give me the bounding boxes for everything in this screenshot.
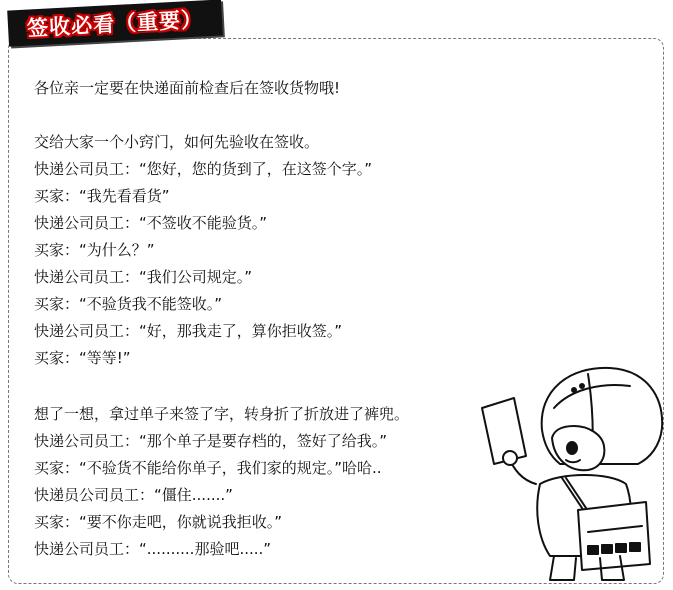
text-line: 快递公司员工：“您好，您的货到了，在这签个字。”	[34, 160, 373, 178]
text-line: 买家：“为什么？”	[34, 241, 155, 259]
text-line: 快递公司员工：“那个单子是要存档的，签好了给我。”	[34, 432, 388, 450]
banner-title: 签收必看（重要）	[26, 7, 204, 41]
text-line: 快递公司员工：“好，那我走了，算你拒收签。”	[34, 322, 343, 340]
text-line: 买家：“不验货不能给你单子，我们家的规定。”哈哈..	[34, 459, 382, 477]
text-line: 快递员公司员工：“僵住.......”	[34, 486, 233, 504]
courier-cartoon-icon	[470, 360, 670, 585]
text-line: 买家：“要不你走吧，你就说我拒收。”	[34, 513, 283, 531]
text-line: 买家：“我先看看货”	[34, 187, 170, 205]
text-line: 买家：“不验货我不能签收。”	[34, 295, 223, 313]
text-line: 交给大家一个小窍门，如何先验收在签收。	[34, 133, 320, 151]
text-line: 想了一想，拿过单子来签了字，转身折了折放进了裤兜。	[34, 405, 410, 423]
text-line: 买家：“等等!”	[34, 349, 131, 367]
text-line: 快递公司员工：“..........那验吧.....”	[34, 540, 272, 558]
text-line: 各位亲一定要在快递面前检查后在签收货物哦!	[34, 79, 341, 97]
text-line: 快递公司员工：“我们公司规定。”	[34, 268, 253, 286]
text-line: 快递公司员工：“不签收不能验货。”	[34, 214, 268, 232]
